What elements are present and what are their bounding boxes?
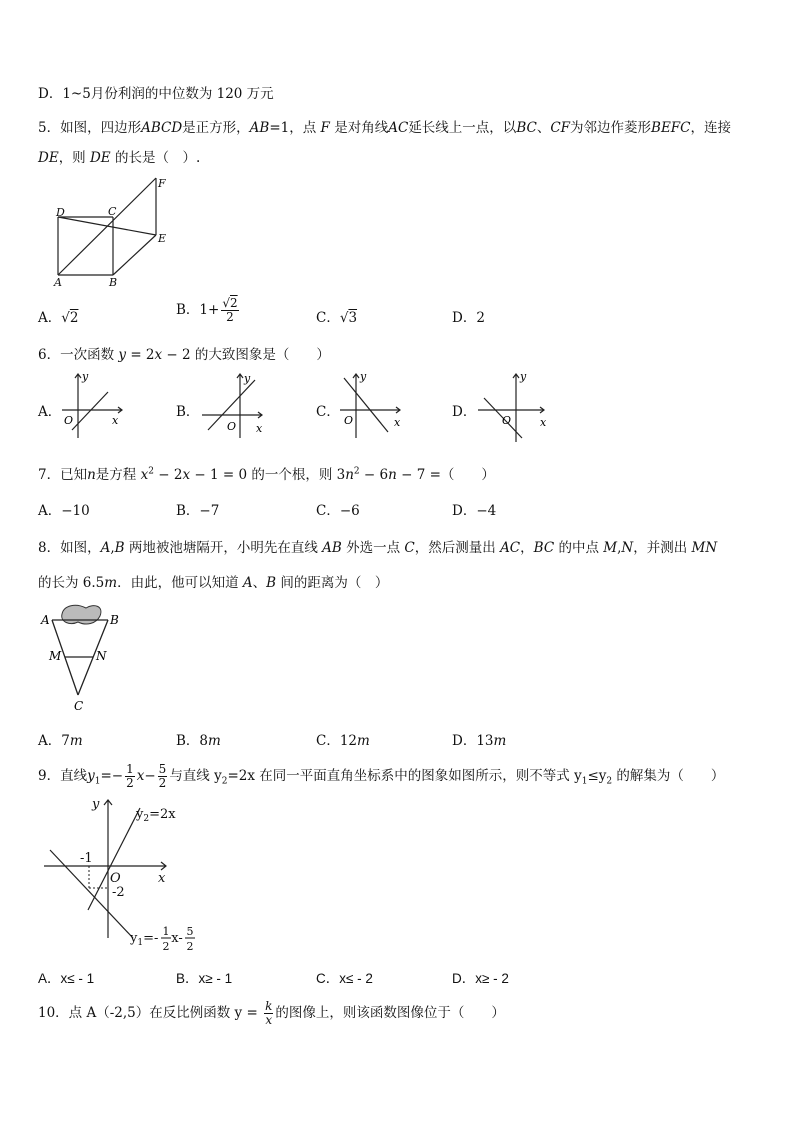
q5-stem-line1: 5．如图，四边形ABCD是正方形，AB=1，点 F 是对角线AC延长线上一点，以BC、CF为邻边作菱形BEFC，连接 [38,120,732,136]
label-f: F [158,177,166,190]
q5-option-c: C．√3 [316,310,358,326]
q6-option-b: B． [176,404,200,420]
axis-y-label: y [92,797,100,812]
tick-neg1: -1 [80,851,93,866]
label-b: B [110,613,119,627]
q6-graph-c [338,370,408,440]
label-a: A [54,276,62,289]
label-a: A [41,613,50,627]
q6-option-a: A． [38,404,62,420]
label-n: N [96,649,107,663]
q8-option-c: C．12m [316,733,370,749]
q8-option-b: B．8m [176,733,221,749]
q4-option-d: D．1~5月份利润的中位数为 120 万元 [38,86,274,102]
label-e: E [158,232,167,245]
svg-text:2: 2 [162,940,170,953]
q5-option-d: D．2 [452,310,485,326]
svg-text:y: y [360,370,367,383]
q6-option-c: C． [316,404,340,420]
svg-text:1: 1 [162,925,170,938]
label-c: C [74,699,84,713]
svg-text:y: y [244,372,251,385]
q6-stem: 6．一次函数 y = 2x − 2 的大致图象是（ ） [38,347,330,363]
label-m: M [49,649,62,663]
q8-option-a: A．7m [38,733,83,749]
q5-option-b: B．1+ $\frac{√2}{2}$ [176,296,238,324]
axis-x-label: x [158,871,166,886]
svg-text:x-: x- [171,931,183,946]
q8-figure [38,600,128,715]
y1-label: $y_1=-$ [130,931,159,948]
q8-stem-line2: 的长为 6.5m．由此，他可以知道 A、B 间的距离为（ ） [38,575,389,591]
svg-text:x: x [112,414,119,427]
y2-label: $y_2=2x$ [136,807,176,824]
q9-stem: 9．直线$y_1=-$ $\frac{1}{2}$ x− $\frac{5}{2}$ 与直线 $y_2=2x$ 在同一平面直角坐标系中的图象如图所示，则不等式 $y_1\le y_2$ 的解集为（ ） [38,762,725,790]
q9-option-d: D．x≥ - 2 [452,971,509,986]
q6-graph-a [60,370,130,440]
q7-option-b: B．−7 [176,503,220,519]
svg-text:y: y [520,370,527,383]
q7-option-a: A．−10 [38,503,90,519]
q10-stem: 10．点 A（-2,5）在反比例函数 y = $\frac{k}{x}$ 的图像上，则该函数图像位于（ ） [38,999,505,1027]
svg-text:O: O [344,414,354,427]
svg-text:x: x [394,416,401,429]
svg-text:y: y [82,370,89,383]
q6-option-d: D． [452,404,477,420]
origin-label: O [110,871,121,886]
q8-option-d: D．13m [452,733,507,749]
svg-text:O: O [502,414,512,427]
q5-option-a: A．√2 [38,310,79,326]
q7-option-c: C．−6 [316,503,360,519]
tick-neg2: -2 [112,885,125,900]
q9-figure [38,790,208,960]
q9-option-c: C．x≤ - 2 [316,971,373,986]
q6-graph-d [476,370,556,445]
q9-option-a: A．x≤ - 1 [38,971,95,986]
svg-text:O: O [64,414,74,427]
q5-stem-line2: DE，则 DE 的长是（ ）. [38,150,201,166]
q8-stem-line1: 8．如图，A,B 两地被池塘隔开，小明先在直线 AB 外选一点 C，然后测量出 AC，BC 的中点 M,N，并测出 MN [38,540,718,556]
label-c: C [108,205,117,218]
svg-text:2: 2 [186,940,194,953]
q7-stem: 7．已知n是方程 $x^2 - 2x - 1 = 0$ 的一个根，则 $3n^2 - 6n - 7$ =（ ） [38,466,495,483]
svg-text:5: 5 [186,925,194,938]
q7-option-d: D．−4 [452,503,497,519]
svg-text:O: O [227,420,237,433]
q5-figure [48,172,178,292]
svg-text:x: x [540,416,547,429]
q6-graph-b [200,370,270,440]
q9-option-b: B．x≥ - 1 [176,971,233,986]
svg-text:x: x [256,422,263,435]
label-b: B [109,276,118,289]
label-d: D [56,206,65,219]
